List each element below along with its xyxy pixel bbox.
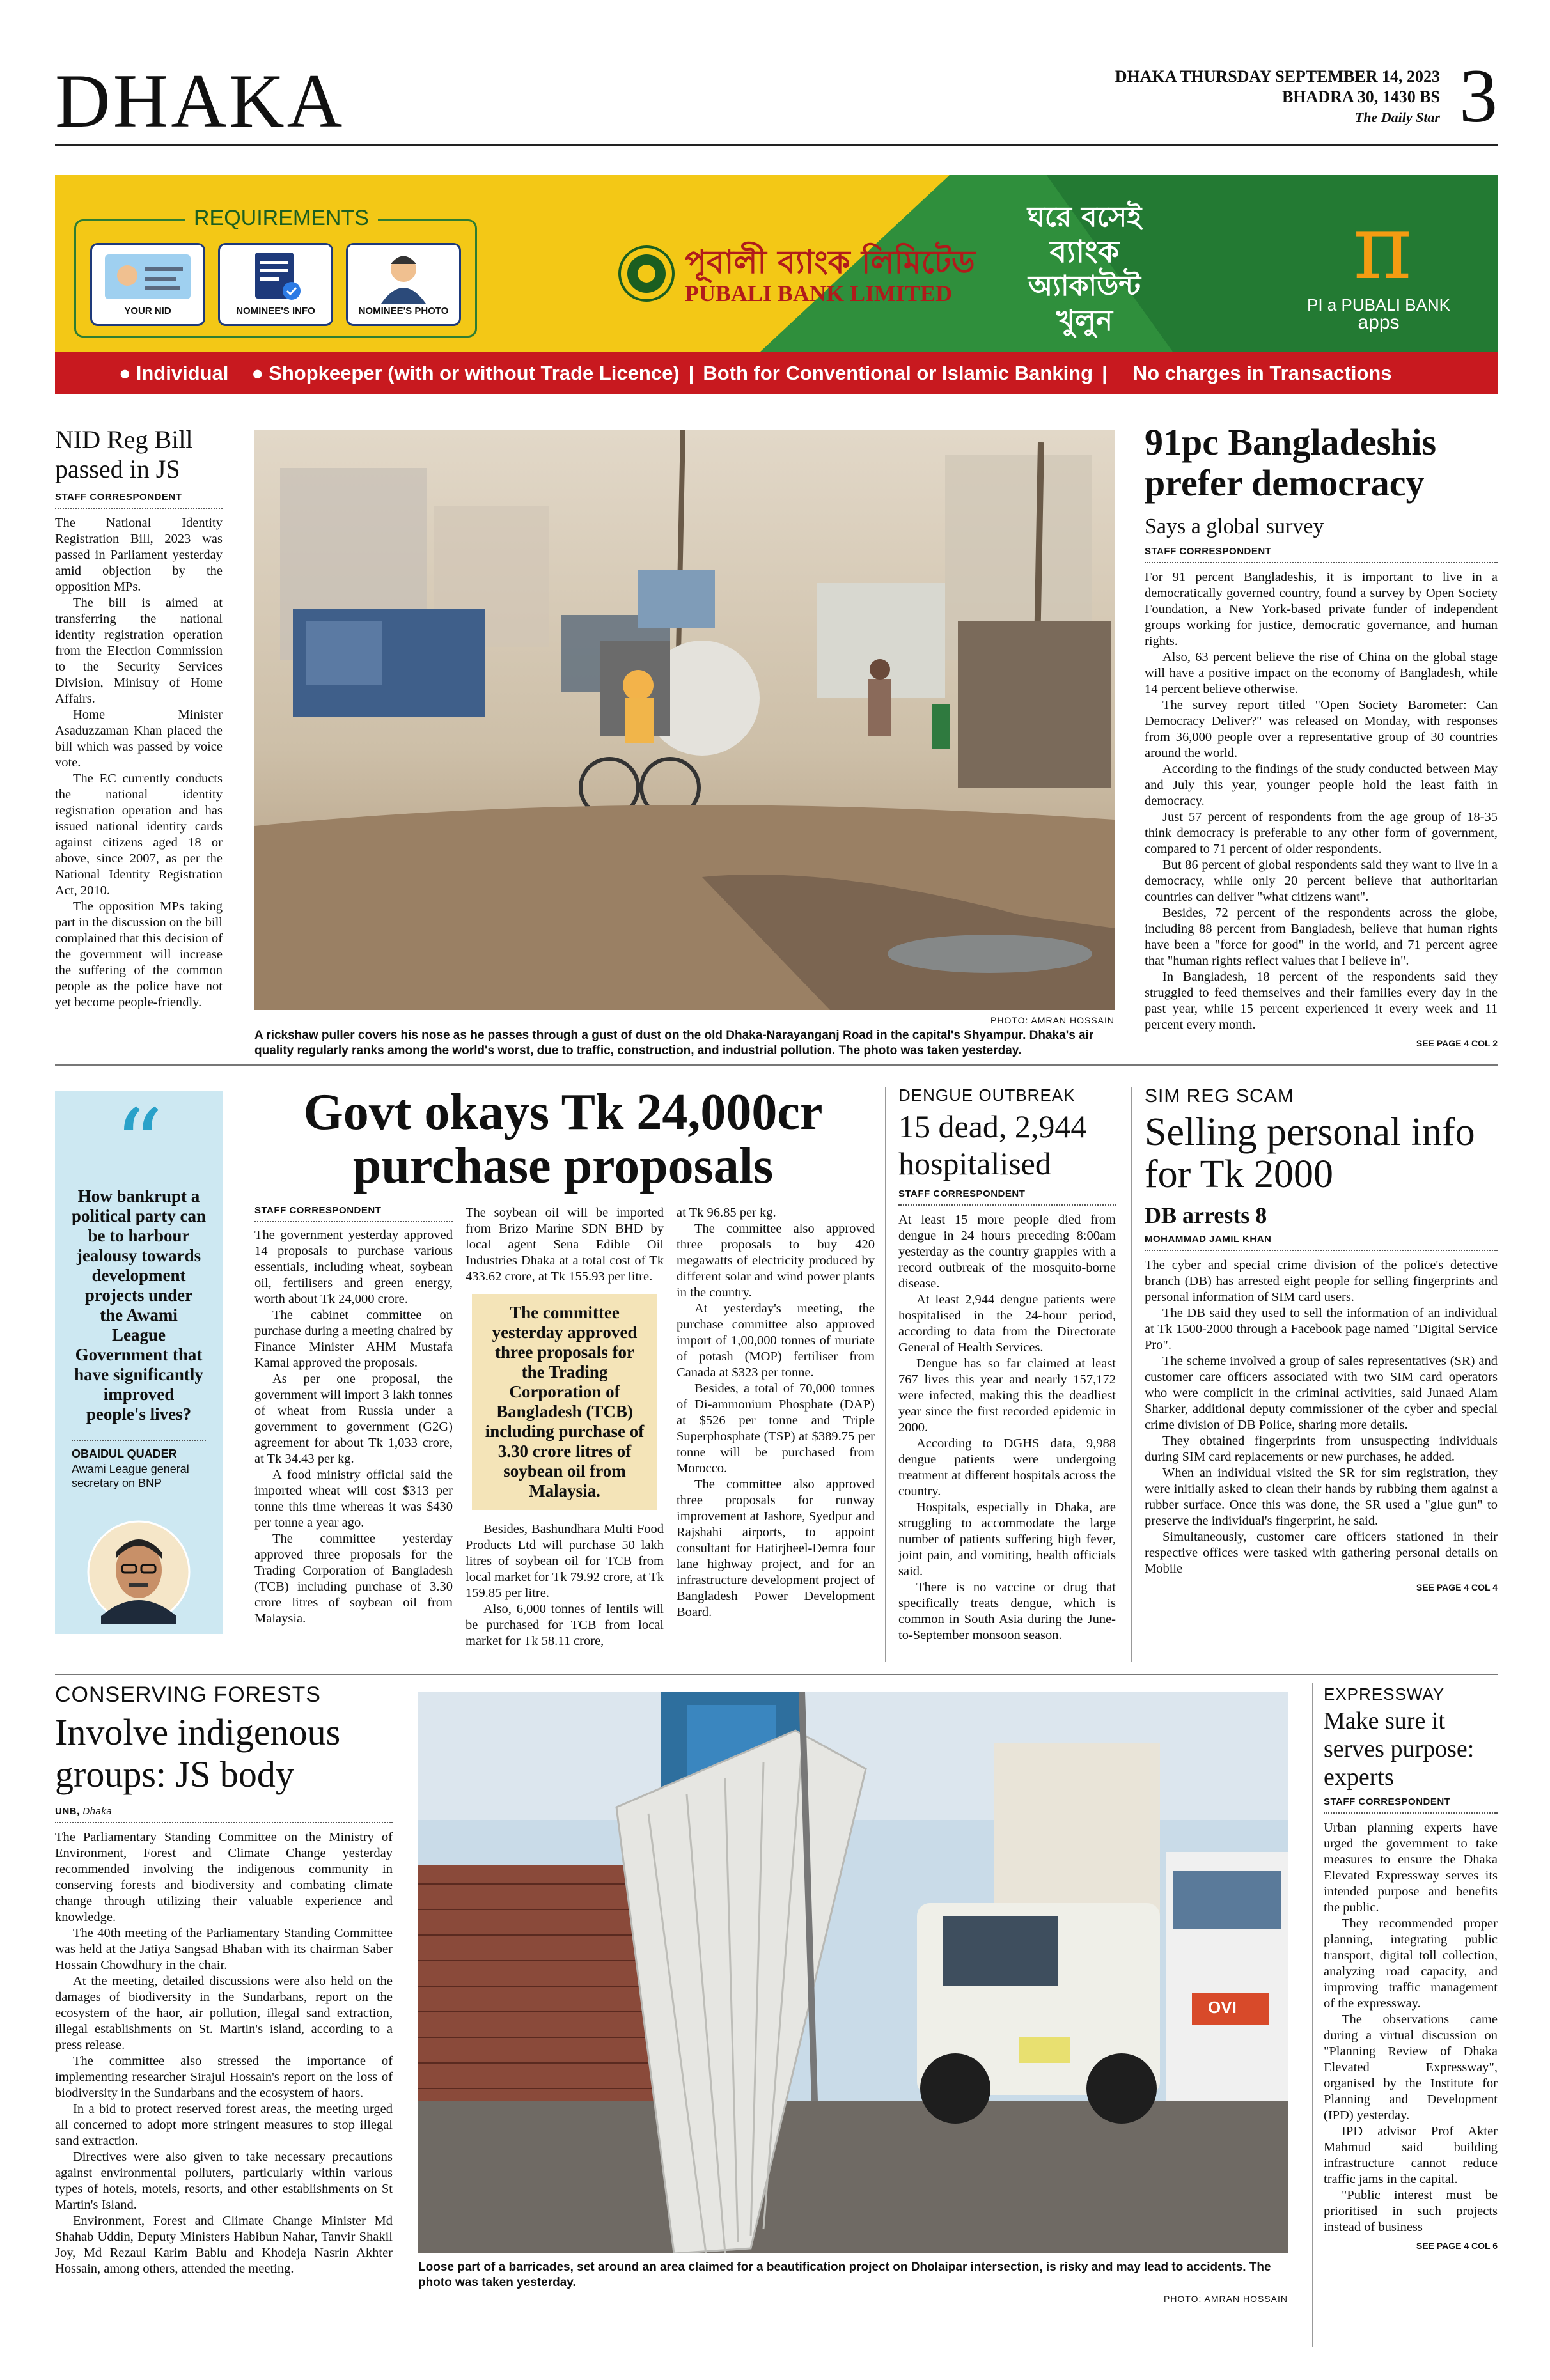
govt-para: Besides, a total of 70,000 tonnes of Di-ammonium Phosphate (DAP) at $526 per tonne and Triple Superphosphate (TSP) at $389.75 per tonne will be purchased from Morocco. <box>677 1381 875 1475</box>
requirements-title: REQUIREMENTS <box>185 206 378 231</box>
govt-headline: Govt okays Tk 24,000cr purchase proposals <box>303 1084 823 1194</box>
dust-road-image <box>254 430 1115 1010</box>
forests-para: Environment, Forest and Climate Change Minister Md Shahab Uddin, Deputy Ministers Habibun Nahar, Tanvir Shakil Joy, Md Rezaul Karim Bablu and Khodeja Nasrin Akhter Hossain, among others, attended the meeting. <box>55 2214 393 2276</box>
democracy-story <box>1145 422 1498 1048</box>
simreg-para: The DB said they used to sell the information of an individual at Tk 1500-2000 through a Facebook page named "Digital Service Pro". <box>1145 1306 1498 1352</box>
govt-byline: STAFF CORRESPONDENT <box>254 1205 453 1222</box>
govt-col-3 <box>677 1205 875 1621</box>
simreg-para: Simultaneously, customer care officers stationed in their respective offices were tasked with gathering personal details on Mobile <box>1145 1530 1498 1576</box>
dengue-byline: STAFF CORRESPONDENT <box>898 1188 1116 1206</box>
photo1-credit: PHOTO: AMRAN HOSSAIN <box>990 1015 1115 1025</box>
ad-slogan <box>989 200 1180 338</box>
dengue-para: At least 15 more people died from dengue in 24 hours preceding 8:00am yesterday as the country grapples with a record outbreak of the mosquito-borne disease. <box>898 1213 1116 1291</box>
slogan-line-4: খুলুন <box>1056 304 1113 337</box>
document-check-icon <box>220 245 331 306</box>
bangla-date: BHADRA 30, 1430 BS <box>1281 88 1440 106</box>
forests-byline-place: Dhaka <box>82 1806 113 1817</box>
govt-para: The committee yesterday approved three proposals for the Trading Corporation of Bangladesh (TCB) including purchase of 3.30 crore litres of soybean oil from Malaysia. <box>254 1532 453 1626</box>
strip-banking: Both for Conventional or Islamic Banking <box>703 362 1093 384</box>
quote-mark-icon: “ <box>114 1089 164 1201</box>
nid-para: The opposition MPs taking part in the discussion on the bill complained that this decision of the government will increase the suffering of the common people as the police have not yet become people-friendly. <box>55 899 223 1009</box>
dengue-story <box>898 1085 1116 1644</box>
simreg-see-page[interactable]: SEE PAGE 4 COL 4 <box>1416 1582 1498 1592</box>
dengue-para: There is no vaccine or drug that specifically treats dengue, which is common in South Asia during the June-to-September monsoon season. <box>898 1580 1116 1642</box>
simreg-headline: Selling personal info for Tk 2000 <box>1145 1110 1475 1196</box>
slogan-line-3: অ্যাকাউন্ট <box>1028 270 1141 302</box>
app-label <box>1283 296 1475 332</box>
simreg-para: When an individual visited the SR for sim registration, they were initially asked to clean their hands by rubbing them against a rubber surface. Once this was done, the SR used a "glue gun" to preserve the individual's fingerprint, he said. <box>1145 1466 1498 1528</box>
expressway-para: IPD advisor Prof Akter Mahmud said building infrastructure cannot reduce traffic jams in the capital. <box>1324 2124 1498 2186</box>
bank-name-bn: পূবালী ব্যাংক লিমিটেড <box>685 244 975 281</box>
column-rule <box>1131 1087 1132 1662</box>
govt-para: The soybean oil will be imported from Brizo Marine SDN BHD by local agent Sena Edible Oil Industries Dhaka at a total cost of Tk 433.62 crore, at Tk 155.93 per litre. <box>466 1206 664 1284</box>
govt-col-2 <box>466 1205 664 1649</box>
democracy-headline: 91pc Bangladeshis prefer democracy <box>1145 421 1437 504</box>
barricade-image <box>418 1692 1288 2253</box>
photo-dust-road <box>254 430 1115 1010</box>
govt-para: Besides, Bashundhara Multi Food Products Ltd will purchase 50 lakh litres of soybean oil for TCB from local market for Tk 79.92 crore, at Tk 159.85 per litre. <box>466 1522 664 1600</box>
section-rule-1 <box>55 1064 1498 1066</box>
democracy-para: For 91 percent Bangladeshis, it is important to live in a democratically governed country, found a survey by Open Society Foundation, a New York-based private funder of independent groups working for justice, democratic governance, and human rights. <box>1145 570 1498 648</box>
simreg-subhead: DB arrests 8 <box>1145 1202 1267 1228</box>
column-rule <box>885 1087 886 1662</box>
forests-para: In a bid to protect reserved forest areas, the meeting urged all concerned to adopt more stringent measures to stop illegal sand extraction. <box>55 2102 393 2148</box>
photo2-credit: PHOTO: AMRAN HOSSAIN <box>1164 2294 1288 2304</box>
expressway-byline: STAFF CORRESPONDENT <box>1324 1796 1498 1814</box>
requirements-box <box>74 206 477 338</box>
app-label-line-1: PI a PUBALI BANK <box>1307 295 1450 315</box>
simreg-byline: MOHAMMAD JAMIL KHAN <box>1145 1234 1498 1251</box>
govt-para: As per one proposal, the government will import 3 lakh tonnes of wheat from Russia under a government to government (G2G) agreement for about Tk 1,033 crore, at Tk 34.43 per kg. <box>254 1372 453 1466</box>
govt-para: The committee also approved three proposals for runway improvement at Jashore, Syedpur and Rajshahi airports, to appoint consultant for Hatirjheel-Demra four lane highway project, and for an infrastructure development project of Bangladesh Power Development Board. <box>677 1477 875 1619</box>
forests-kicker: CONSERVING FORESTS <box>55 1683 321 1707</box>
nid-body <box>55 515 223 1011</box>
simreg-kicker: SIM REG SCAM <box>1145 1085 1294 1107</box>
expressway-para: "Public interest must be prioritised in such projects instead of business <box>1324 2188 1498 2234</box>
expressway-headline: Make sure it serves purpose: experts <box>1324 1707 1475 1791</box>
forests-para: The 40th meeting of the Parliamentary Standing Committee was held at the Jatiya Sangsad Bhaban with its chairman Saber Hossain Chowdhury in the chair. <box>55 1926 393 1972</box>
simreg-story <box>1145 1085 1498 1592</box>
govt-para: At yesterday's meeting, the purchase committee also approved import of 1,00,000 tonnes of muriate of potash (MOP) fertiliser from Canada at $323 per tonne. <box>677 1302 875 1380</box>
person-photo-icon <box>348 245 459 306</box>
issue-date: DHAKA THURSDAY SEPTEMBER 14, 2023 <box>1115 67 1440 86</box>
quote-role: Awami League general secretary on BNP <box>72 1463 189 1489</box>
nid-story <box>55 425 223 1011</box>
strip-individual: Individual <box>136 362 229 384</box>
forests-byline-name: UNB, <box>55 1806 80 1817</box>
req-card-nid <box>90 243 205 326</box>
nid-para: The EC currently conducts the national identity registration operation and has issued national identity cards against citizens aged 18 or above, since 2007, as per the National Identity Registration Act, 2010. <box>55 772 223 898</box>
column-rule <box>1312 1683 1313 2347</box>
democracy-see-page[interactable]: SEE PAGE 4 COL 2 <box>1416 1038 1498 1048</box>
req-card-nominee-photo <box>346 243 461 326</box>
forests-para: Directives were also given to take necessary precautions against environmental polluters, particularly within various types of hotels, motels, resorts, and other establishments on St Martin's Island. <box>55 2150 393 2212</box>
govt-para: The cabinet committee on purchase during a meeting chaired by Finance Minister AHM Mustafa Kamal approved the proposals. <box>254 1308 453 1370</box>
govt-para: The government yesterday approved 14 proposals to purchase various essentials, including wheat, soybean oil, fertilisers and green energy, worth about Tk 24,000 crore. <box>254 1228 453 1306</box>
forests-byline <box>55 1806 393 1823</box>
expressway-story <box>1324 1684 1498 2251</box>
forests-story <box>55 1683 393 2277</box>
democracy-subhead: Says a global survey <box>1145 515 1324 538</box>
govt-col-1 <box>254 1227 453 1627</box>
democracy-para: But 86 percent of global respondents said they want to live in a democracy, while only 20 percent believe that authoritarian countries can deliver "what citizens want". <box>1145 858 1498 904</box>
expressway-see-page[interactable]: SEE PAGE 4 COL 6 <box>1416 2241 1498 2251</box>
forests-headline: Involve indigenous groups: JS body <box>55 1711 341 1795</box>
photo2-caption: Loose part of a barricades, set around an area claimed for a beautification project on Dholaipar intersection, is risky and may lead to accidents. The photo was taken yesterday. <box>418 2260 1271 2289</box>
quote-box <box>55 1091 223 1634</box>
dengue-para: Dengue has so far claimed at least 767 lives this year and nearly 157,172 were infected, making this the deadliest year since the first recorded epidemic in 2000. <box>898 1357 1116 1435</box>
strip-shopkeeper: Shopkeeper (with or without Trade Licence) <box>269 362 680 384</box>
expressway-kicker: EXPRESSWAY <box>1324 1684 1445 1704</box>
req-label-nominee-info: NOMINEE'S INFO <box>236 306 315 316</box>
dengue-para: At least 2,944 dengue patients were hospitalised in the 24-hour period, according to data from the Directorate General of Health Services. <box>898 1293 1116 1355</box>
section-rule-2 <box>55 1674 1498 1675</box>
govt-para: The committee also approved three proposals to buy 420 megawatts of electricity produced by different solar and wind power plants in the country. <box>677 1222 875 1300</box>
democracy-para: According to the findings of the study conducted between May and July this year, younger people hold the least faith in democracy. <box>1145 762 1498 808</box>
govt-pullquote: The committee yesterday approved three proposals for the Trading Corporation of Bangladesh (TCB) including purchase of 3.30 crore litres of soybean oil from Malaysia. <box>472 1294 657 1510</box>
democracy-para: Besides, 72 percent of the respondents across the globe, including 88 percent from Bangladesh, believe that human rights have been a "force for good" in the world, and 71 percent agree that "human rights reflect values that I believe in". <box>1145 906 1498 968</box>
req-label-nid: YOUR NID <box>124 306 171 316</box>
dengue-para: According to DGHS data, 9,988 dengue patients were undergoing treatment at different hospitals across the country. <box>898 1436 1116 1498</box>
govt-para: Also, 6,000 tonnes of lentils will be purchased for TCB from local market for Tk 58.11 crore, <box>466 1602 664 1648</box>
expressway-para: Urban planning experts have urged the government to take measures to ensure the Dhaka Elevated Expressway serves its intended purpose and benefits the public. <box>1324 1821 1498 1915</box>
govt-para: A food ministry official said the imported wheat will cost $313 per tonne this time whereas it was $430 per tonne a year ago. <box>254 1468 453 1530</box>
photo1-caption: A rickshaw puller covers his nose as he passes through a gust of dust on the old Dhaka-Narayanganj Road in the capital's Shyampur. Dhaka's air quality regularly ranks among the world's worst, due to traffic, construction, and industrial pollution. The photo was taken yesterday. <box>254 1029 1094 1057</box>
date-line <box>1115 66 1440 128</box>
nid-para: The bill is aimed at transferring the national identity registration operation from the Election Commission to the Security Services Division, Ministry of Home Affairs. <box>55 596 223 706</box>
strip-charges: No charges in Transactions <box>1132 362 1392 384</box>
app-label-line-2: apps <box>1358 312 1400 333</box>
simreg-para: The cyber and special crime division of the police's detective branch (DB) has arrested eight people for selling fingerprints and personal information of SIM card users. <box>1145 1258 1498 1304</box>
simreg-para: They obtained fingerprints from unsuspecting individuals during SIM card replacements or new purchases, he added. <box>1145 1434 1498 1464</box>
democracy-para: In Bangladesh, 18 percent of the respondents said they struggled to feed themselves and their families every day in the past year, while 15 percent experienced it every week and 11 percent every month. <box>1145 970 1498 1032</box>
pi-logo-icon: π <box>1353 196 1413 300</box>
democracy-para: Also, 63 percent believe the rise of China on the global stage will have a positive impact on the economy of Bangladesh, while 14 percent believe otherwise. <box>1145 650 1498 696</box>
section-title: DHAKA <box>55 58 345 143</box>
masthead <box>55 53 1498 143</box>
nid-byline: STAFF CORRESPONDENT <box>55 492 223 509</box>
quote-text: How bankrupt a political party can be to harbour jealousy towards development projects under the Awami League Government that have significantly improved people's lives? <box>72 1186 206 1424</box>
dengue-kicker: DENGUE OUTBREAK <box>898 1085 1076 1105</box>
id-card-icon <box>92 245 203 306</box>
govt-para: at Tk 96.85 per kg. <box>677 1206 776 1220</box>
ad-strip: ● Individual ● Shopkeeper (with or without Trade Licence) | Both for Conventional or Islamic Banking | No charges in Transactions <box>119 362 1392 384</box>
forests-para: The Parliamentary Standing Committee on the Ministry of Environment, Forest and Climate Change yesterday recommended involving the indigenous community in conserving forests and biodiversity and combating climate change through utilizing their valuable experience and knowledge. <box>55 1830 393 1924</box>
democracy-para: The survey report titled "Open Society Barometer: Can Democracy Deliver?" was released on Monday, with responses from 36,000 people over a representative group of 30 countries around the world. <box>1145 698 1498 760</box>
quote-name: OBAIDUL QUADER <box>72 1440 206 1461</box>
req-label-nominee-photo: NOMINEE'S PHOTO <box>358 306 449 316</box>
masthead-rule <box>55 144 1498 146</box>
pubali-ad[interactable] <box>55 175 1498 394</box>
slogan-line-2: ব্যাংক <box>1049 234 1120 270</box>
forests-para: At the meeting, detailed discussions were also held on the damages of biodiversity in the Sundarbans, report on the ecosystem of the haor, air pollution, illegal sand extraction, illegal establishments on St. Martin's island, according to a press release. <box>55 1974 393 2052</box>
simreg-body <box>1145 1257 1498 1577</box>
nid-para: The National Identity Registration Bill, 2023 was passed in Parliament yesterday amid objection by the opposition MPs. <box>55 516 223 594</box>
expressway-para: The observations came during a virtual discussion on "Planning Review of Dhaka Elevated Expressway", organised by the Institute for Planning and Development (IPD) yesterday. <box>1324 2012 1498 2122</box>
democracy-byline: STAFF CORRESPONDENT <box>1145 546 1498 563</box>
bank-name-en: PUBALI BANK LIMITED <box>685 281 953 306</box>
slogan-line-1: ঘরে বসেই <box>1027 201 1142 233</box>
forests-body <box>55 1830 393 2277</box>
paper-name: The Daily Star <box>1354 109 1440 125</box>
democracy-para: Just 57 percent of respondents from the age group of 18-35 think democracy is preferable to any other form of government, compared to 71 percent of older respondents. <box>1145 810 1498 856</box>
expressway-body <box>1324 1820 1498 2236</box>
req-card-nominee-info <box>218 243 333 326</box>
dengue-headline: 15 dead, 2,944 hospitalised <box>898 1108 1087 1181</box>
forests-para: The committee also stressed the importance of implementing researcher Sirajul Hossain's report on the loss of biodiversity in the Sundarbans and the ecosystem of haors. <box>55 2054 393 2100</box>
democracy-body <box>1145 570 1498 1033</box>
nid-headline: NID Reg Bill passed in JS <box>55 425 193 483</box>
dengue-body <box>898 1212 1116 1644</box>
dengue-para: Hospitals, especially in Dhaka, are struggling to accommodate the large number of patients suffering high fever, joint pain, and vomiting, health officials said. <box>898 1500 1116 1578</box>
avatar <box>87 1520 191 1624</box>
bus-sign: OVI <box>1208 1998 1237 2017</box>
photo-barricade <box>418 1692 1288 2253</box>
simreg-para: The scheme involved a group of sales representatives (SR) and customer care officers associated with two SIM card operators who were complicit in the criminal activities, said Junaed Alam Sharker, additional deputy commissioner of the cyber and special crime division of DB Police, sharing more details. <box>1145 1354 1498 1432</box>
expressway-para: They recommended proper planning, integrating public transport, digital toll collection, analyzing road capacity, and improving traffic management of the expressway. <box>1324 1917 1498 2011</box>
page-number: 3 <box>1459 53 1498 138</box>
nid-para: Home Minister Asaduzzaman Khan placed the bill which was passed by voice vote. <box>55 708 223 770</box>
bank-logo-icon <box>618 245 675 302</box>
